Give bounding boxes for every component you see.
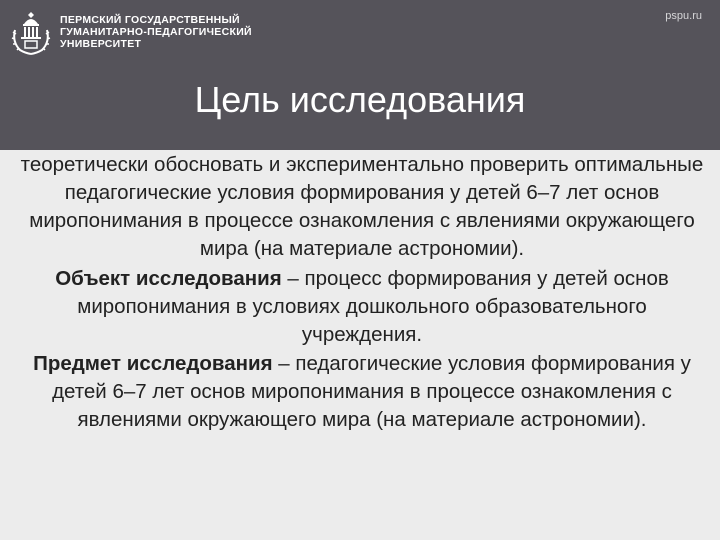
- object-label: Объект исследования: [55, 267, 282, 290]
- slide-content: [20, 151, 704, 434]
- site-url: pspu.ru: [665, 10, 702, 22]
- subject-paragraph: [20, 350, 704, 434]
- object-text: – процесс формирования у детей основ миропонимания в условиях дошкольного образовательного учреждения.: [77, 267, 669, 346]
- subject-text: – педагогические условия формирования у детей 6–7 лет основ миропонимания в процессе ознакомления с явлениями окружающего мира (на материале астрономии).: [52, 352, 691, 431]
- university-emblem-icon: [10, 10, 52, 56]
- slide-title: Цель исследования: [194, 79, 526, 120]
- header-band: [0, 0, 720, 150]
- object-paragraph: [20, 265, 704, 349]
- goal-paragraph: теоретически обосновать и экспериментально проверить оптимальные педагогические условия формирования у детей 6–7 лет основ миропонимания в процессе ознакомления с явлениями окружающего мира (на материале астрономии).: [20, 153, 704, 260]
- subject-label: Предмет исследования: [33, 352, 273, 375]
- university-name-line: ГУМАНИТАРНО-ПЕДАГОГИЧЕСКИЙ: [60, 26, 252, 38]
- university-name: [60, 14, 300, 50]
- university-name-line: УНИВЕРСИТЕТ: [60, 38, 142, 50]
- university-name-line: ПЕРМСКИЙ ГОСУДАРСТВЕННЫЙ: [60, 14, 240, 26]
